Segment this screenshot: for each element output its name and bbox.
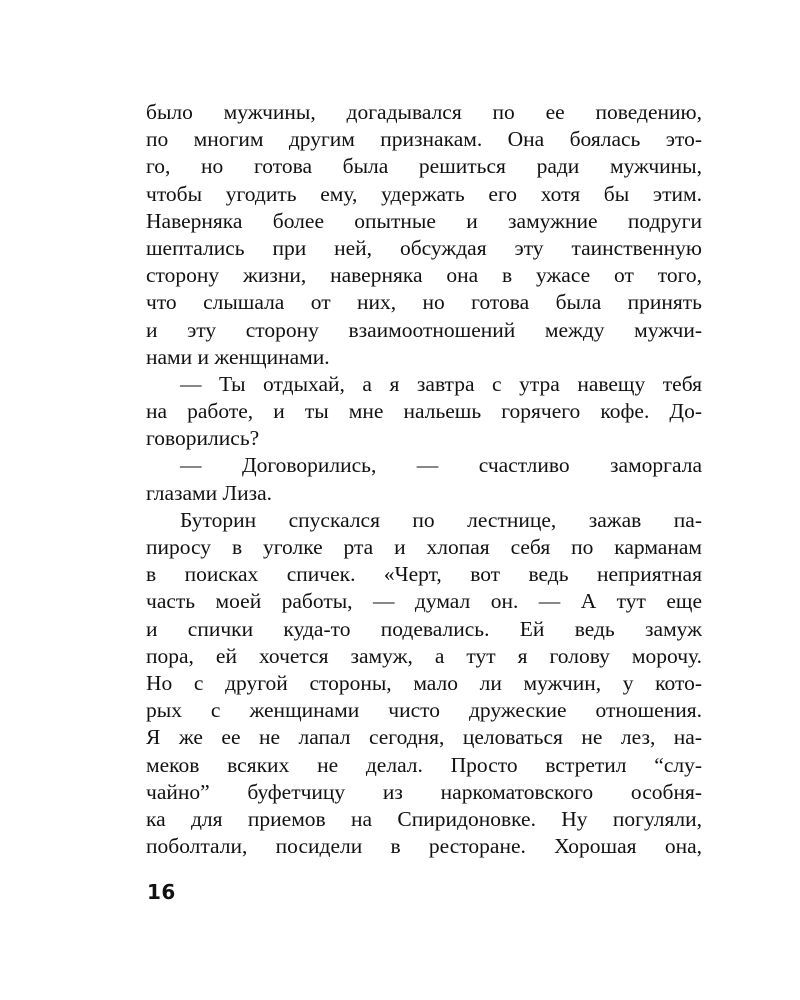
text-line: в поисках спичек. «Черт, вот ведь неприятная <box>146 562 702 587</box>
dialogue-line: — Договорились, — счастливо заморгала <box>180 453 702 478</box>
text-line: чайно” буфетчицу из наркоматовского особня- <box>146 779 702 804</box>
text-line: на работе, и ты мне нальешь горячего кофе. До- <box>146 399 702 424</box>
paragraph-first-line: Буторин спускался по лестнице, зажав па- <box>180 507 702 532</box>
text-line: меков всяких не делал. Просто встретил “слу- <box>146 752 702 777</box>
text-line: что слышала от них, но готова была принять <box>146 290 702 315</box>
text-line: рых с женщинами чисто дружеские отношения. <box>146 698 702 723</box>
text-line: по многим другим признакам. Она боялась это- <box>146 127 702 152</box>
dialogue-line: — Ты отдыхай, а я завтра с утра навещу тебя <box>180 371 702 396</box>
text-line: пора, ей хочется замуж, а тут я голову морочу. <box>146 643 702 668</box>
text-line: нами и женщинами. <box>146 344 330 369</box>
text-line: чтобы угодить ему, удержать его хотя бы этим. <box>146 181 702 206</box>
text-line: часть моей работы, — думал он. — А тут еще <box>146 589 702 614</box>
text-line: Я же ее не лапал сегодня, целоваться не лез, на- <box>146 725 702 750</box>
text-line: поболтали, посидели в ресторане. Хорошая она, <box>146 834 702 859</box>
text-line: Наверняка более опытные и замужние подруги <box>146 208 702 233</box>
text-line: говорились? <box>146 426 260 451</box>
text-line: ка для приемов на Спиридоновке. Ну погуляли, <box>146 806 702 831</box>
text-line: и эту сторону взаимоотношений между мужчи- <box>146 317 702 342</box>
text-line: глазами Лиза. <box>146 480 273 505</box>
page-number: 16 <box>147 880 176 904</box>
text-line: го, но готова была решиться ради мужчины, <box>146 154 702 179</box>
text-line: было мужчины, догадывался по ее поведению, <box>146 100 702 124</box>
text-line: и спички куда-то подевались. Ей ведь замуж <box>146 616 702 641</box>
text-line: шептались при ней, обсуждая эту таинственную <box>146 235 702 260</box>
book-page-text <box>146 99 702 860</box>
text-line: пиросу в уголке рта и хлопая себя по карманам <box>146 535 702 559</box>
text-line: Но с другой стороны, мало ли мужчин, у кото- <box>146 670 702 695</box>
text-line: сторону жизни, наверняка она в ужасе от того, <box>146 263 702 288</box>
